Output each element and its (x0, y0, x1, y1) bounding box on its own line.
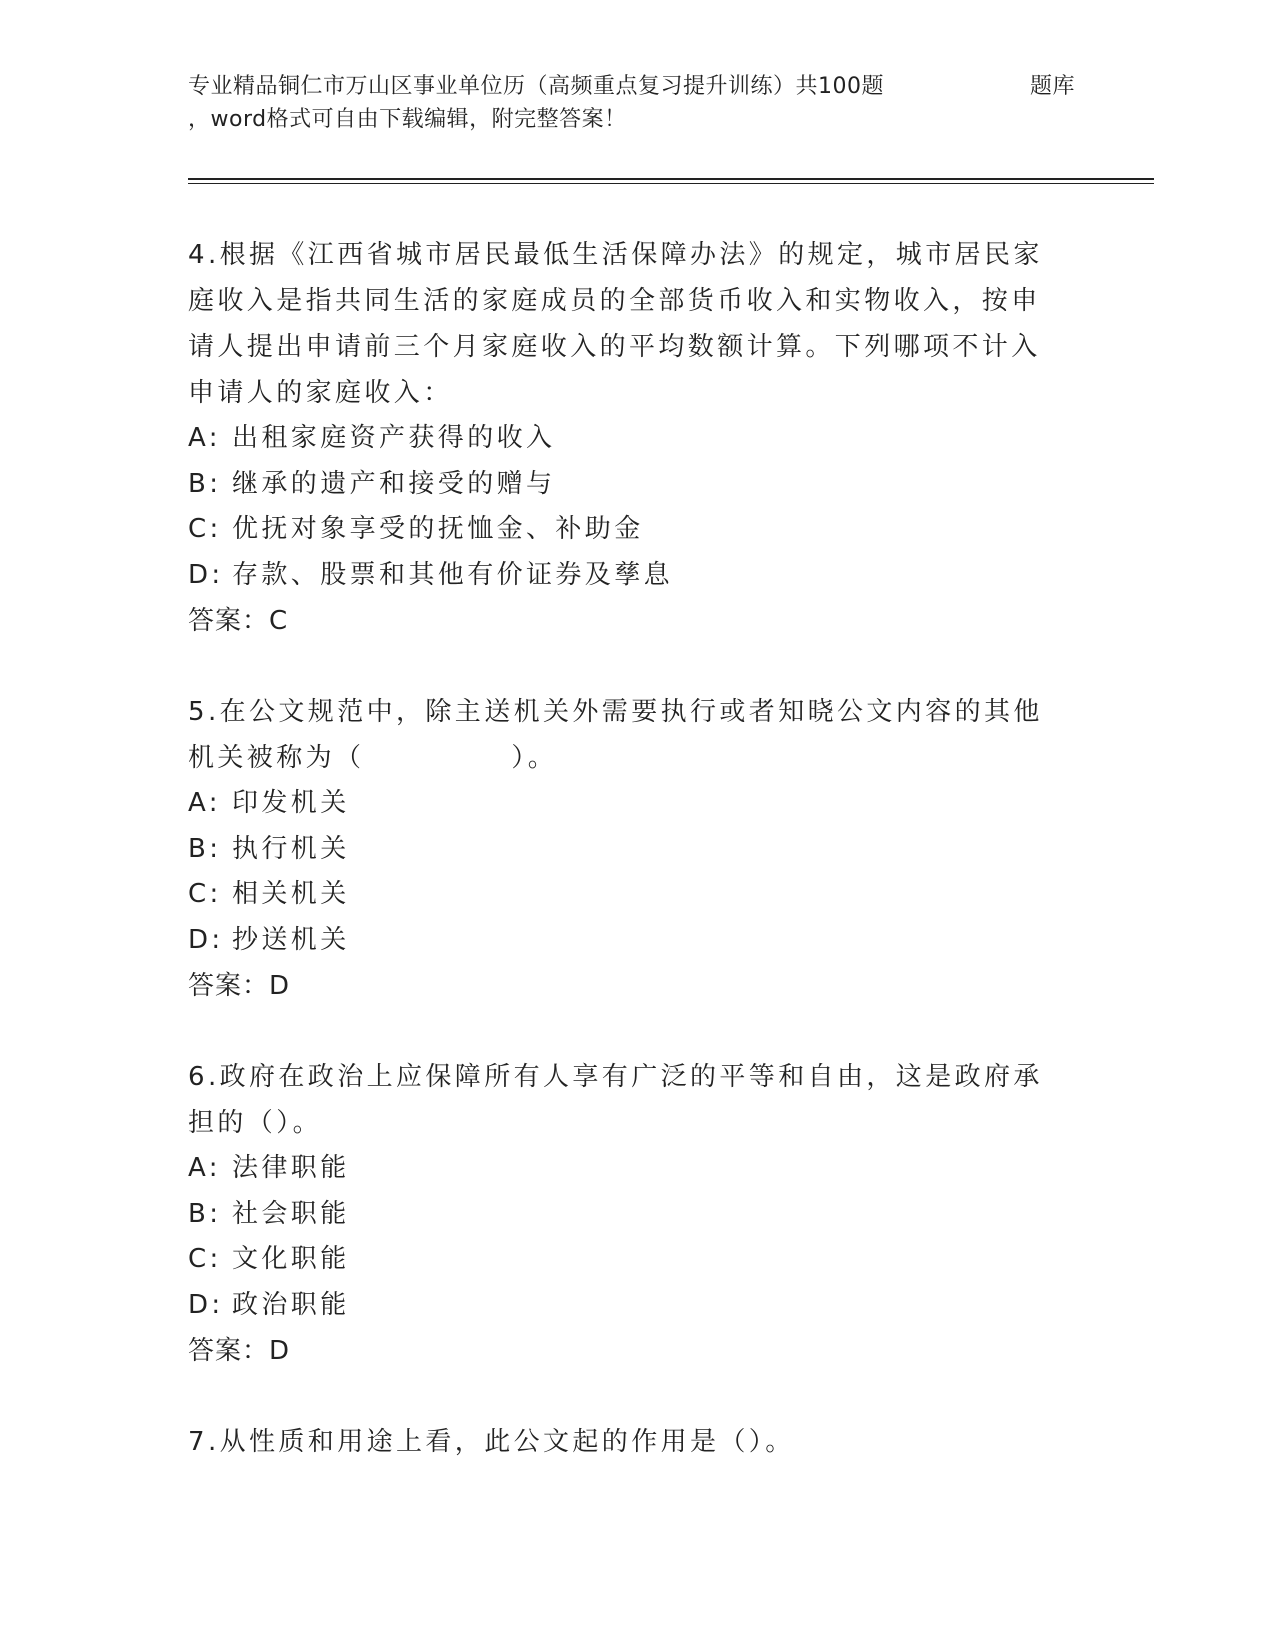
page-header (188, 70, 1088, 136)
option-text: 抄送机关 (232, 924, 350, 955)
header-divider-thick (188, 178, 1154, 180)
question-7 (188, 1419, 1068, 1465)
answer-value: D (269, 971, 291, 1001)
option-c (188, 872, 1068, 918)
option-d (188, 1283, 1068, 1329)
option-letter: C: (188, 1244, 222, 1274)
option-c (188, 1237, 1068, 1283)
option-text: 文化职能 (232, 1244, 350, 1274)
question-stem: 6.政府在政治上应保障所有人享有广泛的平等和自由，这是政府承担的（）。 (188, 1062, 1043, 1138)
question-4 (188, 232, 1068, 644)
option-text: 优抚对象享受的抚恤金、补助金 (232, 514, 644, 544)
option-letter: A: (188, 788, 221, 818)
option-text: 继承的遗产和接受的赠与 (232, 468, 556, 499)
option-letter: D: (188, 1289, 224, 1320)
option-letter: B: (188, 468, 222, 499)
option-letter: A: (188, 423, 221, 453)
answer-line (188, 963, 1068, 1009)
option-text: 法律职能 (232, 1153, 350, 1183)
option-text: 印发机关 (232, 788, 350, 818)
option-b (188, 827, 1068, 873)
option-letter: C: (188, 879, 222, 909)
question-stem: 4.根据《江西省城市居民最低生活保障办法》的规定，城市居民家庭收入是指共同生活的家庭成员的全部货币收入和实物收入，按申请人提出申请前三个月家庭收入的平均数额计算。下列哪项不计入申请人的家庭收入： (188, 240, 1043, 408)
option-a (188, 781, 1068, 827)
option-a (188, 416, 1068, 462)
header-title: 专业精品铜仁市万山区事业单位历（高频重点复习提升训练）共100题 (188, 74, 884, 99)
header-tag: 题库 (1030, 74, 1076, 99)
option-text: 出租家庭资产获得的收入 (232, 423, 556, 453)
option-letter: B: (188, 1198, 222, 1229)
option-text: 执行机关 (232, 833, 350, 864)
option-letter: C: (188, 514, 222, 544)
question-list (188, 232, 1068, 1510)
header-subtitle: ，word格式可自由下载编辑，附完整答案！ (188, 107, 627, 132)
option-b (188, 1192, 1068, 1238)
option-text: 存款、股票和其他有价证券及孳息 (232, 559, 674, 590)
question-stem: 7.从性质和用途上看，此公文起的作用是（）。 (188, 1427, 795, 1457)
answer-line (188, 598, 1068, 644)
option-text: 政治职能 (232, 1289, 350, 1320)
question-5 (188, 689, 1068, 1009)
option-text: 相关机关 (232, 879, 350, 909)
option-b (188, 462, 1068, 508)
option-letter: A: (188, 1153, 221, 1183)
option-a (188, 1146, 1068, 1192)
option-letter: B: (188, 833, 222, 864)
answer-label: 答案： (188, 1336, 270, 1366)
answer-label: 答案： (188, 606, 270, 636)
answer-value: D (269, 1336, 291, 1366)
option-d (188, 918, 1068, 964)
question-6 (188, 1054, 1068, 1374)
header-divider-thin (188, 183, 1154, 184)
option-text: 社会职能 (232, 1198, 350, 1229)
option-letter: D: (188, 924, 224, 955)
answer-label: 答案： (188, 971, 270, 1001)
option-d (188, 553, 1068, 599)
answer-line (188, 1328, 1068, 1374)
question-stem: 5.在公文规范中，除主送机关外需要执行或者知晓公文内容的其他机关被称为（ ）。 (188, 697, 1043, 773)
answer-value: C (269, 606, 289, 636)
option-c (188, 507, 1068, 553)
option-letter: D: (188, 559, 224, 590)
